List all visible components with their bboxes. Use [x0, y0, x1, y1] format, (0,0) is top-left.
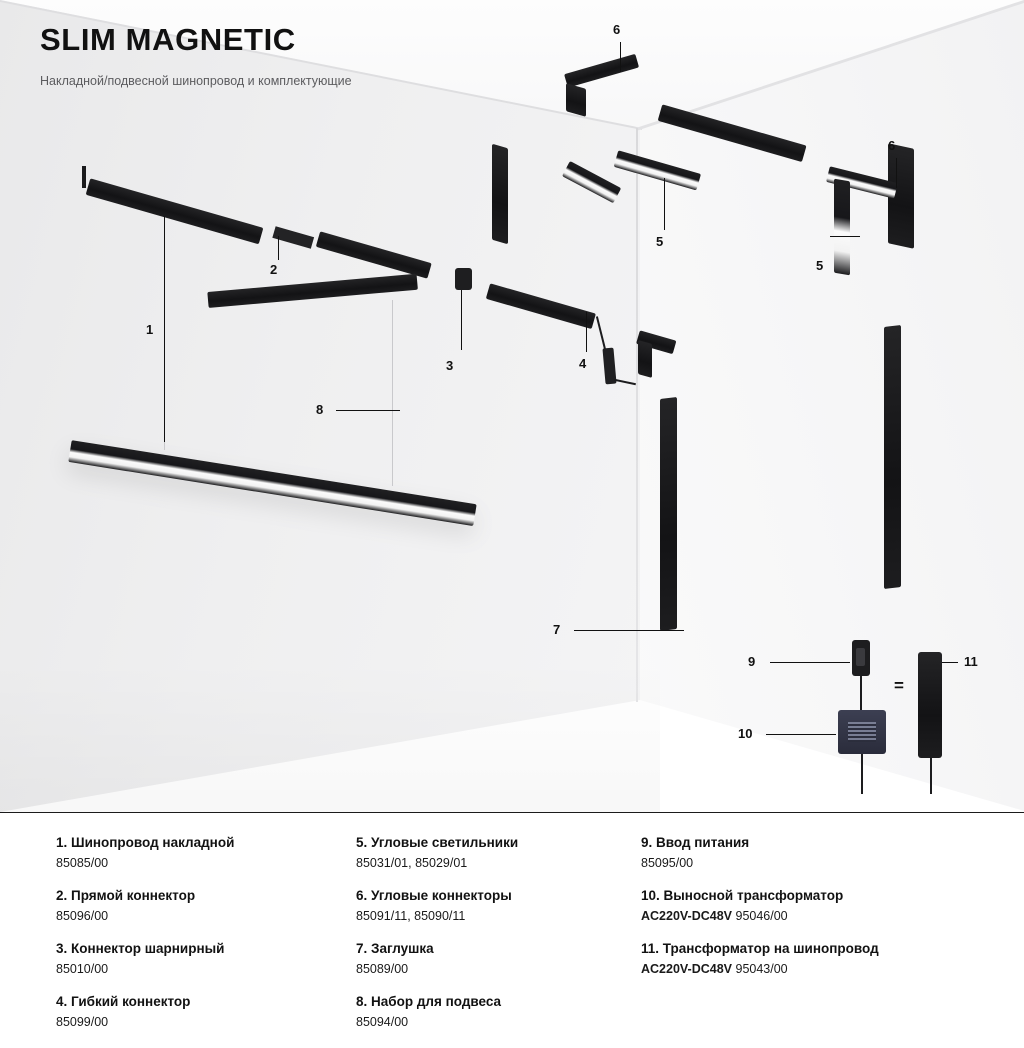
- callout-4: 4: [579, 356, 587, 371]
- corner-connector-small-center-arm: [638, 340, 652, 378]
- leader-7: [574, 630, 684, 631]
- callout-10: 10: [738, 726, 753, 741]
- legend-item-title: 3. Коннектор шарнирный: [56, 941, 225, 957]
- legend-item-code: 95046/00: [732, 909, 788, 923]
- floor-shading: [0, 660, 660, 812]
- legend-item-code: 95043/00: [732, 962, 788, 977]
- legend-item-code: 85031/01, 85029/01: [356, 855, 468, 870]
- leader-6a: [620, 42, 621, 72]
- leader-10: [766, 734, 836, 735]
- legend-item-title: 8. Набор для подвеса: [356, 994, 502, 1010]
- callout-3: 3: [446, 358, 454, 373]
- leader-4: [586, 312, 587, 352]
- legend-item-title: 9. Ввод питания: [641, 835, 750, 850]
- list-item: [356, 888, 641, 924]
- legend-column-3: [641, 835, 981, 1048]
- legend-item-title: 10. Выносной трансформатор: [641, 888, 844, 904]
- track-vertical-left-of-5: [492, 144, 508, 245]
- legend-item-code: 85096/00: [56, 909, 109, 923]
- callout-11: 11: [964, 654, 978, 669]
- leader-2: [278, 236, 279, 260]
- legend-item-voltage: AC220V-DC48V: [641, 909, 733, 923]
- legend-item-title: 6. Угловые коннекторы: [356, 888, 512, 904]
- leader-3: [461, 290, 462, 350]
- list-item: [356, 941, 641, 977]
- legend-item-title: 5. Угловые светильники: [356, 835, 519, 850]
- power-feed-9-cable: [860, 674, 862, 712]
- leader-11: [942, 662, 958, 663]
- list-item: [56, 994, 356, 1030]
- list-item: [356, 835, 641, 871]
- list-item: [356, 994, 641, 1030]
- legend-item-code-line: [641, 961, 981, 977]
- list-item: [641, 941, 981, 977]
- leader-5a: [664, 178, 665, 230]
- callout-5b: 5: [816, 258, 824, 273]
- legend-item-voltage: AC220V-DC48V: [641, 962, 733, 977]
- legend-item-code: 85094/00: [356, 1015, 409, 1030]
- legend-item-code: 85091/11, 85090/11: [356, 909, 466, 923]
- legend-item-code: 85099/00: [56, 1015, 109, 1030]
- list-item: [56, 835, 356, 871]
- corner-connector-6-top-arm-b: [566, 83, 586, 117]
- remote-transformer-10-cable: [861, 754, 863, 794]
- track-transformer-11-cable: [930, 758, 932, 794]
- list-item: [641, 888, 981, 924]
- page-subtitle: Накладной/подвесной шинопровод и комплектующие: [40, 74, 352, 88]
- callout-6a: 6: [613, 22, 621, 37]
- legend-item-title: 2. Прямой коннектор: [56, 888, 196, 904]
- corner-luminaire-5-right-arm-b: [834, 179, 850, 276]
- leader-1: [164, 216, 165, 442]
- remote-transformer-10-label: [848, 722, 876, 742]
- page-title: SLIM MAGNETIC: [40, 22, 296, 57]
- list-item: [641, 835, 981, 871]
- list-item: [56, 941, 356, 977]
- legend-panel: [0, 812, 1024, 1030]
- legend-item-title: 4. Гибкий коннектор: [56, 994, 191, 1010]
- list-item: [56, 888, 356, 924]
- legend-column-2: [356, 835, 641, 1048]
- track-wall-right-a: [660, 397, 677, 631]
- legend-item-code: 85089/00: [356, 962, 409, 977]
- equals-sign: =: [894, 676, 904, 695]
- callout-9: 9: [748, 654, 756, 669]
- legend-item-code: 85010/00: [56, 962, 109, 977]
- legend-column-1: [56, 835, 356, 1048]
- legend-item-code: 85085/00: [56, 855, 109, 870]
- leader-9: [770, 662, 850, 663]
- track-end-cap-left: [82, 166, 86, 188]
- legend-item-code-line: [641, 908, 981, 924]
- room-corner-line: [636, 128, 638, 702]
- suspension-wire-right: [392, 300, 393, 486]
- legend-item-title: 7. Заглушка: [356, 941, 434, 957]
- callout-7: 7: [553, 622, 561, 637]
- power-feed-9-terminal: [856, 648, 865, 666]
- callout-2: 2: [270, 262, 278, 277]
- legend-item-code: 85095/00: [641, 855, 694, 870]
- track-wall-right-b: [884, 325, 901, 589]
- leader-6b: [896, 158, 897, 188]
- callout-6b: 6: [888, 138, 896, 153]
- legend-item-title: 11. Трансформатор на шинопровод: [641, 941, 879, 957]
- track-transformer-11: [918, 652, 942, 758]
- leader-5b: [830, 236, 860, 237]
- callout-8: 8: [316, 402, 324, 417]
- leader-8: [336, 410, 400, 411]
- callout-1: 1: [146, 322, 154, 337]
- hinge-connector-3: [455, 268, 472, 290]
- callout-5a: 5: [656, 234, 664, 249]
- legend-item-title: 1. Шинопровод накладной: [56, 835, 235, 850]
